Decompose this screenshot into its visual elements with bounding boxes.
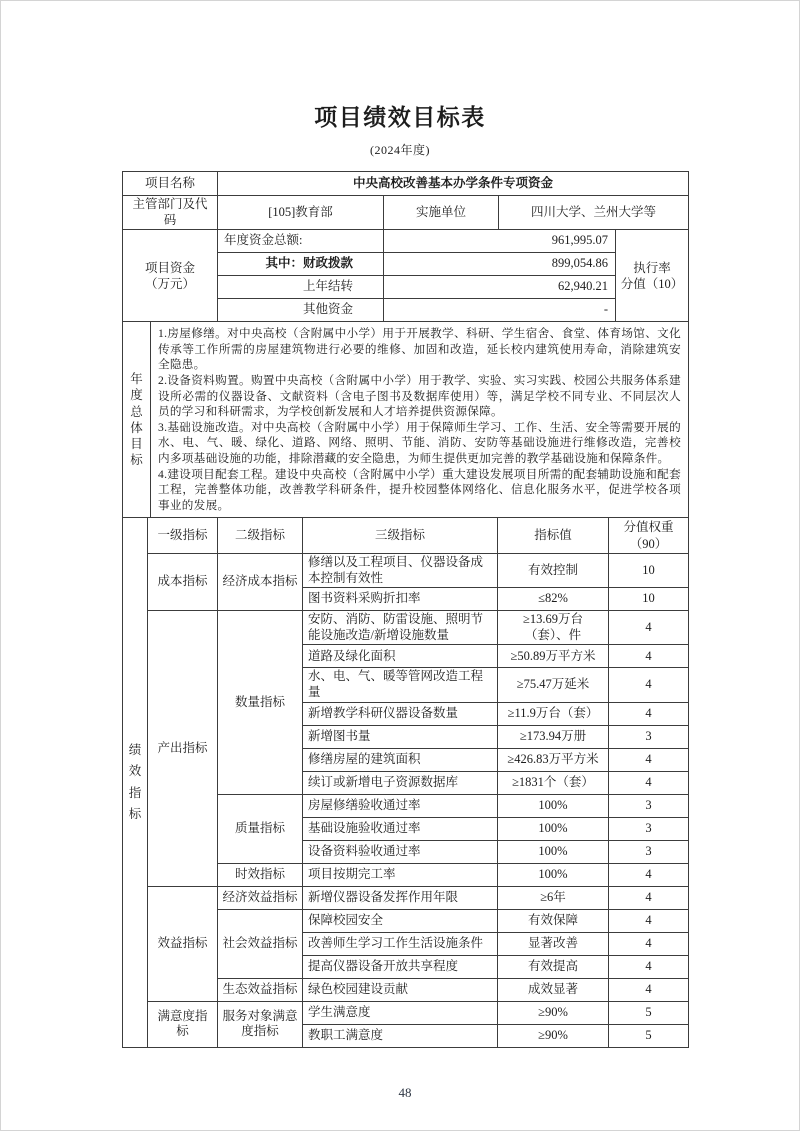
- project-funds-label: [123, 230, 218, 322]
- header-level3: 三级指标: [303, 518, 498, 554]
- level3-indicator: 项目按期完工率: [303, 863, 498, 886]
- indicator-weight: 4: [609, 668, 689, 702]
- goal-item-3: 3.基础设施改造。对中央高校（含附属中小学）用于保障师生学习、工作、生活、安全等需要开展的水、电、气、暖、绿化、道路、网络、照明、节能、消防、安防等基础设施进行维修改造，完善校内多项基础设施的功能，排除潜藏的安全隐患，为师生提供更加完善的教学基础设施和保障条件。: [158, 420, 681, 465]
- page-title: 项目绩效目标表: [314, 105, 486, 130]
- page-subtitle: (2024年度): [370, 143, 430, 157]
- project-funds-label-line2: （万元）: [144, 276, 195, 291]
- level3-indicator: 修缮以及工程项目、仪器设备成本控制有效性: [303, 553, 498, 587]
- level2-ecological-benefit-indicator: 生态效益指标: [218, 978, 303, 1001]
- header-weight-line1: 分值权重: [623, 520, 674, 535]
- indicator-value: 成效显著: [498, 978, 609, 1001]
- level2-quantity-indicator: 数量指标: [218, 611, 303, 795]
- level1-satisfaction-indicator: 满意度指标: [148, 1001, 218, 1047]
- project-funds-label-line1: 项目资金: [144, 260, 195, 275]
- level3-indicator: 续订或新增电子资源数据库: [303, 771, 498, 794]
- indicator-weight: 4: [609, 702, 689, 725]
- indicator-value: ≥13.69万台（套）、件: [498, 611, 609, 645]
- project-name-label: 项目名称: [123, 172, 218, 196]
- level1-output-indicator: 产出指标: [148, 611, 218, 887]
- indicator-value: 100%: [498, 794, 609, 817]
- execution-rate-score-label: [616, 230, 689, 322]
- project-info-table: [122, 171, 689, 322]
- document-body: [122, 171, 688, 1048]
- level2-social-benefit-indicator: 社会效益指标: [218, 909, 303, 978]
- indicator-weight: 4: [609, 978, 689, 1001]
- level3-indicator: 学生满意度: [303, 1001, 498, 1024]
- indicator-weight: 10: [609, 553, 689, 587]
- annual-goal-table: [122, 321, 689, 518]
- level3-indicator: 道路及绿化面积: [303, 645, 498, 668]
- performance-indicator-side-cell: [123, 518, 148, 1047]
- level3-indicator: 新增仪器设备发挥作用年限: [303, 886, 498, 909]
- indicator-value: 100%: [498, 840, 609, 863]
- indicator-value: 显著改善: [498, 932, 609, 955]
- dept-code-label: 主管部门及代码: [123, 196, 218, 230]
- indicator-weight: 4: [609, 771, 689, 794]
- goal-item-2: 2.设备资料购置。购置中央高校（含附属中小学）用于教学、实验、实习实践、校园公共服务体系建设所必需的仪器设备、文献资料（含电子图书及数据库使用）等，满足学校不同专业、不同层次人员的学习和科研需求，为学校创新发展和人才培养提供资源保障。: [158, 374, 681, 419]
- indicator-weight: 5: [609, 1024, 689, 1047]
- indicator-weight: 4: [609, 932, 689, 955]
- goal-item-4: 4.建设项目配套工程。建设中央高校（含附属中小学）重大建设发展项目所需的配套辅助设施和配套工程，完善整体功能，改善教学科研条件，提升校园整体网络化、信息化服务水平，促进学校各项事业的发展。: [158, 467, 681, 512]
- indicator-value: ≥6年: [498, 886, 609, 909]
- indicator-value: 100%: [498, 863, 609, 886]
- level2-economic-benefit-indicator: 经济效益指标: [218, 886, 303, 909]
- indicator-value: ≥1831个（套）: [498, 771, 609, 794]
- level3-indicator: 保障校园安全: [303, 909, 498, 932]
- level2-economic-cost-indicator: 经济成本指标: [218, 553, 303, 610]
- indicator-weight: 3: [609, 817, 689, 840]
- level3-indicator: 教职工满意度: [303, 1024, 498, 1047]
- funds-other-value: -: [384, 299, 616, 322]
- annual-goal-label-cell: [123, 322, 151, 518]
- level2-service-satisfaction-indicator: 服务对象满意度指标: [218, 1001, 303, 1047]
- goal-item-1: 1.房屋修缮。对中央高校（含附属中小学）用于开展教学、科研、学生宿舍、食堂、体育场馆、文化传承等工作所需的房屋建筑物进行必要的维修、加固和改造，延长校内建筑使用寿命，消除建筑安全隐患。: [158, 327, 681, 372]
- indicator-value: 有效保障: [498, 909, 609, 932]
- funds-fiscal-value: 899,054.86: [384, 253, 616, 276]
- funds-fiscal-label: 其中：财政拨款: [218, 253, 384, 276]
- indicator-weight: 4: [609, 886, 689, 909]
- level1-benefit-indicator: 效益指标: [148, 886, 218, 1001]
- funds-other-label: 其他资金: [218, 299, 384, 322]
- funds-carryover-label: 上年结转: [218, 276, 384, 299]
- indicator-weight: 4: [609, 863, 689, 886]
- level3-indicator: 提高仪器设备开放共享程度: [303, 955, 498, 978]
- header-weight: [609, 518, 689, 554]
- indicator-value: 有效控制: [498, 553, 609, 587]
- indicator-value: ≥90%: [498, 1001, 609, 1024]
- performance-indicator-table: [122, 517, 689, 1047]
- level3-indicator: 基础设施验收通过率: [303, 817, 498, 840]
- level3-indicator: 新增图书量: [303, 725, 498, 748]
- indicator-weight: 10: [609, 588, 689, 611]
- execution-rate-line1: 执行率: [633, 260, 671, 275]
- funds-total-value: 961,995.07: [384, 230, 616, 253]
- page-number: 48: [398, 1084, 412, 1100]
- level3-indicator: 绿色校园建设贡献: [303, 978, 498, 1001]
- level3-indicator: 新增教学科研仪器设备数量: [303, 702, 498, 725]
- funds-total-label: 年度资金总额:: [218, 230, 384, 253]
- level3-indicator: 修缮房屋的建筑面积: [303, 748, 498, 771]
- indicator-weight: 3: [609, 725, 689, 748]
- indicator-weight: 4: [609, 909, 689, 932]
- indicator-weight: 5: [609, 1001, 689, 1024]
- indicator-value: 100%: [498, 817, 609, 840]
- level3-indicator: 图书资料采购折扣率: [303, 588, 498, 611]
- implementing-unit-label: 实施单位: [384, 196, 499, 230]
- level1-cost-indicator: 成本指标: [148, 553, 218, 610]
- indicator-value: ≥426.83万平方米: [498, 748, 609, 771]
- indicator-value: ≤82%: [498, 588, 609, 611]
- implementing-unit-value: 四川大学、兰州大学等: [499, 196, 689, 230]
- level2-timeliness-indicator: 时效指标: [218, 863, 303, 886]
- indicator-value: ≥11.9万台（套）: [498, 702, 609, 725]
- header-value: 指标值: [498, 518, 609, 554]
- indicator-value: ≥173.94万册: [498, 725, 609, 748]
- level3-indicator: 改善师生学习工作生活设施条件: [303, 932, 498, 955]
- indicator-value: ≥50.89万平方米: [498, 645, 609, 668]
- level3-indicator: 水、电、气、暖等管网改造工程量: [303, 668, 498, 702]
- annual-goal-label: 年度总体目标: [130, 372, 143, 468]
- indicator-weight: 3: [609, 840, 689, 863]
- indicator-value: ≥90%: [498, 1024, 609, 1047]
- indicator-value: ≥75.47万延米: [498, 668, 609, 702]
- level3-indicator: 安防、消防、防雷设施、照明节能设施改造/新增设施数量: [303, 611, 498, 645]
- indicator-weight: 3: [609, 794, 689, 817]
- dept-code-value: [105]教育部: [218, 196, 384, 230]
- indicator-value: 有效提高: [498, 955, 609, 978]
- level2-quality-indicator: 质量指标: [218, 794, 303, 863]
- funds-carryover-value: 62,940.21: [384, 276, 616, 299]
- level3-indicator: 设备资料验收通过率: [303, 840, 498, 863]
- header-weight-line2: （90）: [629, 536, 668, 551]
- annual-goal-text-cell: [151, 322, 689, 518]
- indicator-weight: 4: [609, 611, 689, 645]
- level3-indicator: 房屋修缮验收通过率: [303, 794, 498, 817]
- execution-rate-line2: 分值（10）: [620, 276, 684, 291]
- indicator-weight: 4: [609, 955, 689, 978]
- indicator-weight: 4: [609, 645, 689, 668]
- performance-indicator-side-label: 绩效指标: [128, 743, 142, 821]
- indicator-weight: 4: [609, 748, 689, 771]
- header-level1: 一级指标: [148, 518, 218, 554]
- header-level2: 二级指标: [218, 518, 303, 554]
- project-name-value: 中央高校改善基本办学条件专项资金: [218, 172, 689, 196]
